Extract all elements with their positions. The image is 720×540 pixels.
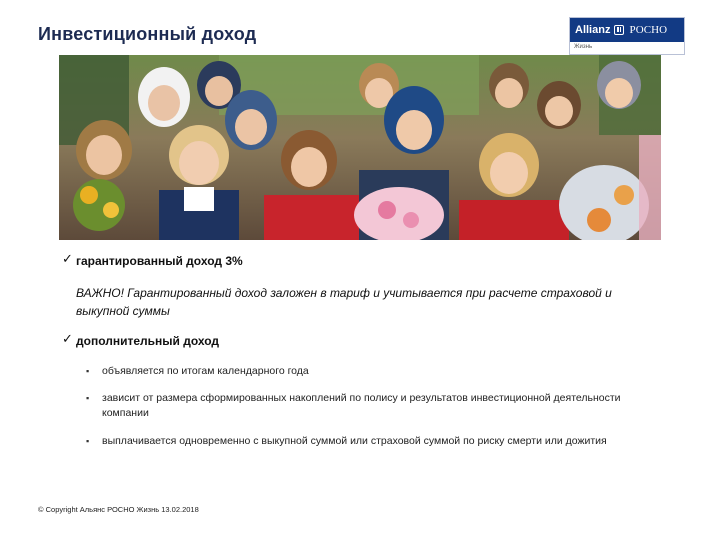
logo-brand: Allianz: [575, 24, 611, 36]
children-photo: [59, 55, 661, 240]
list-item: [86, 364, 656, 379]
list-item: [86, 391, 656, 421]
checkmark-icon: ✓: [62, 252, 73, 267]
bullet-icon: ▪: [86, 436, 90, 446]
checkmark-icon: ✓: [62, 332, 73, 347]
logo-small: Жизнь: [574, 44, 593, 50]
list-item-text: выплачивается одновременно с выкупной суммой или страховой суммой по риску смерти или дожития: [102, 435, 607, 447]
list-item-text: объявляется по итогам календарного года: [102, 365, 309, 377]
copyright-footer: © Copyright Альянс РОСНО Жизнь 13.02.2018: [38, 505, 199, 514]
logo-band: [570, 18, 684, 42]
list-item: [86, 434, 656, 449]
allianz-eagle-icon: [614, 25, 624, 35]
additional-income-heading: дополнительный доход: [76, 334, 220, 348]
slide-title: Инвестиционный доход: [38, 24, 257, 44]
bullet-icon: ▪: [86, 366, 90, 376]
list-item-text: зависит от размера сформированных накоплений по полису и результатов инвестиционной деятельности компании: [102, 392, 621, 419]
logo-sub: РОСНО: [629, 24, 668, 36]
important-note: ВАЖНО! Гарантированный доход заложен в тариф и учитывается при расчете страховой и выкупной суммы: [76, 286, 612, 318]
children-photo-illustration: [59, 55, 661, 240]
bullet-icon: ▪: [86, 393, 90, 403]
company-logo: [569, 17, 685, 55]
guaranteed-income-heading: гарантированный доход 3%: [76, 254, 243, 268]
